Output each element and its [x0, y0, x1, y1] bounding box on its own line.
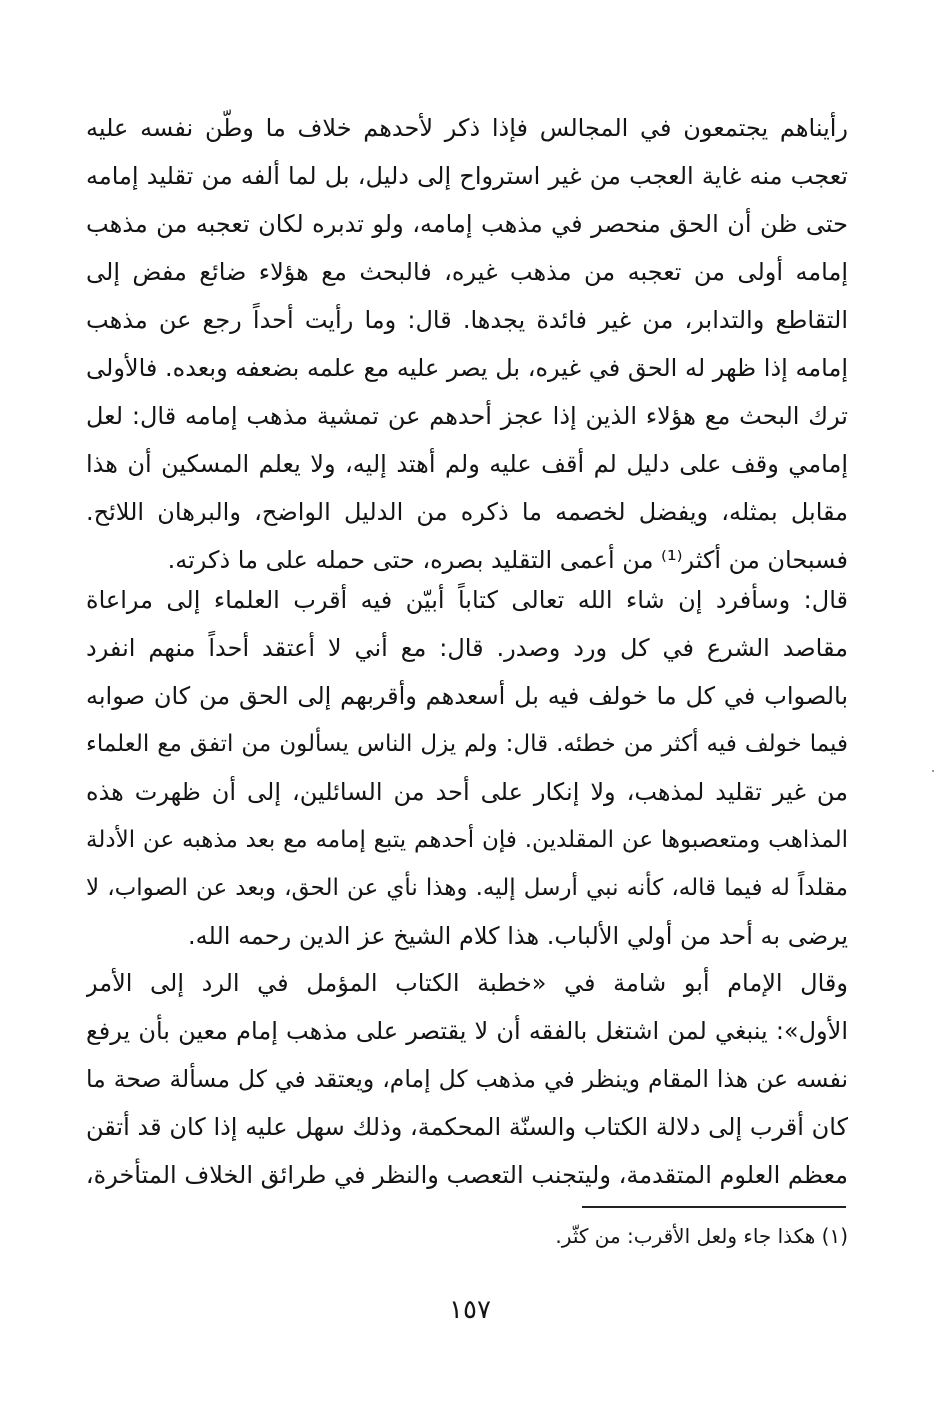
paragraph-2 — [86, 576, 848, 960]
text-line: التقاطع والتدابر، من غير فائدة يجدها. قال: وما رأيت أحداً رجع عن مذهب — [86, 306, 848, 334]
text-line: نفسه عن هذا المقام وينظر في مذهب كل إمام، ويعتقد في كل مسألة صحة ما — [86, 1065, 848, 1093]
text-line: قال: وسأفرد إن شاء الله تعالى كتاباً أبيّن فيه أقرب العلماء إلى مراعاة — [86, 586, 848, 614]
text-line: إمامه إذا ظهر له الحق في غيره، بل يصر عليه مع علمه بضعفه وبعده. فالأولى — [86, 354, 848, 382]
text-line: فسبحان من أكثر⁽¹⁾ من أعمى التقليد بصره، حتى حمله على ما ذكرته. — [167, 546, 848, 574]
text-line: وقال الإمام أبو شامة في «خطبة الكتاب المؤمل في الرد إلى الأمر — [86, 969, 848, 997]
text-line: حتى ظن أن الحق منحصر في مذهب إمامه، ولو تدبره لكان تعجبه من مذهب — [86, 210, 848, 238]
text-line: الأول»: ينبغي لمن اشتغل بالفقه أن لا يقتصر على مذهب إمام معين بأن يرفع — [86, 1017, 848, 1045]
text-line: مقابل بمثله، ويفضل لخصمه ما ذكره من الدليل الواضح، والبرهان اللائح. — [86, 498, 848, 526]
text-line: معظم العلوم المتقدمة، وليتجنب التعصب والنظر في طرائق الخلاف المتأخرة، — [86, 1161, 848, 1189]
page-number: ١٥٧ — [449, 1295, 491, 1325]
text-line: يرضى به أحد من أولي الألباب. هذا كلام الشيخ عز الدين رحمه الله. — [188, 922, 848, 950]
footnote: (١) هكذا جاء ولعل الأقرب: من كثّر. — [555, 1224, 848, 1248]
text-line: إمامه أولى من تعجبه من مذهب غيره، فالبحث مع هؤلاء ضائع مفض إلى — [86, 258, 848, 286]
text-line: مقلداً له فيما قاله، كأنه نبي أرسل إليه. وهذا نأي عن الحق، وبعد عن الصواب، لا — [86, 875, 848, 901]
text-line: المذاهب ومتعصبوها عن المقلدين. فإن أحدهم يتبع إمامه مع بعد مذهبه عن الأدلة — [86, 827, 848, 853]
text-line: بالصواب في كل ما خولف فيه بل أسعدهم وأقربهم إلى الحق من كان صوابه — [86, 682, 848, 710]
text-line: فيما خولف فيه أكثر من خطئه. قال: ولم يزل الناس يسألون من اتفق مع العلماء — [86, 731, 848, 757]
text-line: ترك البحث مع هؤلاء الذين إذا عجز أحدهم عن تمشية مذهب إمامه قال: لعل — [86, 402, 848, 430]
text-line: مقاصد الشرع في كل ورد وصدر. قال: مع أني لا أعتقد أحداً منهم انفرد — [86, 634, 848, 662]
text-line: من غير تقليد لمذهب، ولا إنكار على أحد من السائلين، إلى أن ظهرت هذه — [86, 778, 848, 806]
scan-speck — [932, 770, 934, 772]
text-line: تعجب منه غاية العجب من غير استرواح إلى دليل، بل لما ألفه من تقليد إمامه — [86, 162, 848, 190]
paragraph-3 — [86, 959, 848, 1199]
text-line: إمامي وقف على دليل لم أقف عليه ولم أهتد إليه، ولا يعلم المسكين أن هذا — [86, 450, 848, 478]
text-line: كان أقرب إلى دلالة الكتاب والسنّة المحكمة، وذلك سهل عليه إذا كان قد أتقن — [86, 1113, 848, 1141]
paragraph-1 — [86, 104, 848, 584]
footnote-separator — [582, 1206, 846, 1208]
text-line: رأيناهم يجتمعون في المجالس فإذا ذكر لأحدهم خلاف ما وطّن نفسه عليه — [86, 114, 848, 142]
